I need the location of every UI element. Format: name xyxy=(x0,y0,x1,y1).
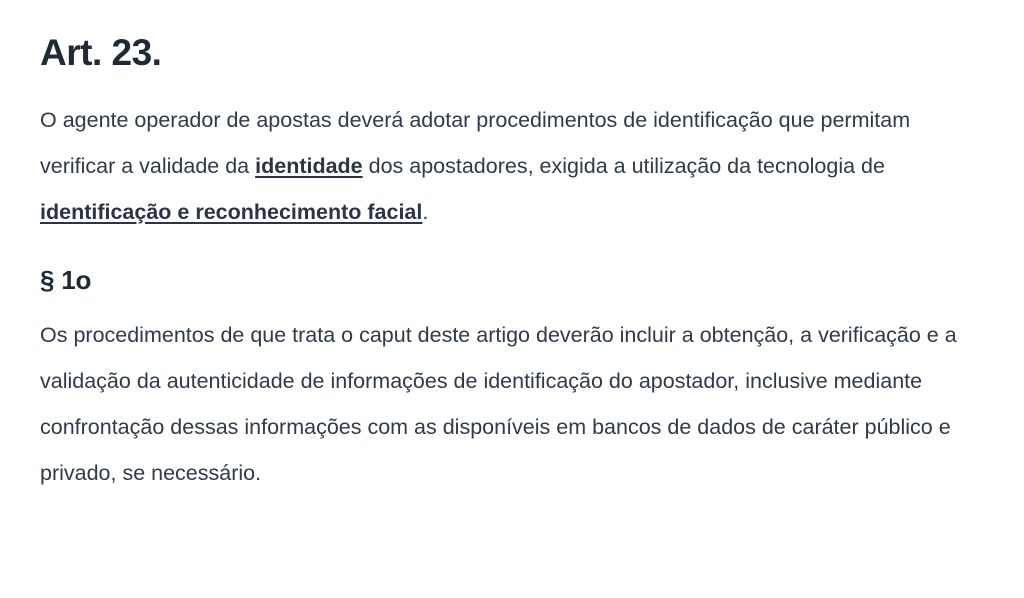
article-paragraph xyxy=(40,97,990,235)
article-heading: Art. 23. xyxy=(40,32,162,73)
section-heading-paragrafo-primeiro: § 1o xyxy=(40,264,92,295)
article-paragraph-part-3: . xyxy=(422,199,429,224)
article-paragraph-part-1: O agente operador de apostas deverá adotar procedimentos de identificação que permitam verificar a validade da xyxy=(40,107,911,178)
article-paragraph-part-2: dos apostadores, exigida a utilização da tecnologia de xyxy=(362,153,885,178)
section-paragraph-text: Os procedimentos de que trata o caput deste artigo deverão incluir a obtenção, a verificação e a validação da autenticidade de informações de identificação do apostador, inclusive mediante confrontação dessas informações com as disponíveis em bancos de dados de caráter público e privado, se necessário. xyxy=(40,322,957,485)
emphasis-identidade: identidade xyxy=(255,153,363,178)
emphasis-identificacao-reconhecimento-facial: identificação e reconhecimento facial xyxy=(40,199,423,224)
